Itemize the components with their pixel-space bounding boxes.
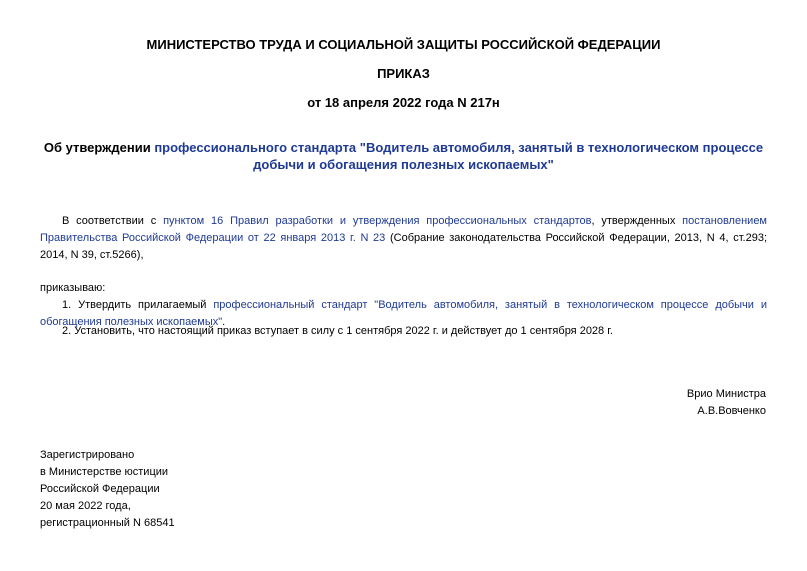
ministry-heading: МИНИСТЕРСТВО ТРУДА И СОЦИАЛЬНОЙ ЗАЩИТЫ РОССИЙСКОЙ ФЕДЕРАЦИИ <box>146 37 661 52</box>
item-2-paragraph: 2. Установить, что настоящий приказ вступает в силу с 1 сентября 2022 г. и действует до 1 сентября 2028 г. <box>62 325 613 337</box>
order-subject <box>40 139 767 173</box>
order-type-heading: ПРИКАЗ <box>377 66 430 81</box>
registration-line: в Министерстве юстиции <box>40 466 169 478</box>
subject-prefix: Об утверждении <box>43 140 155 155</box>
registration-line: Российской Федерации <box>40 483 160 495</box>
p1-text-2: , утвержденных <box>591 215 683 227</box>
order-word: приказываю: <box>40 282 106 294</box>
signatory-title: Врио Министра <box>686 388 766 400</box>
registration-line: Зарегистрировано <box>40 449 135 461</box>
signature-block <box>687 386 766 420</box>
rules-paragraph-16-link[interactable]: пунктом 16 Правил разработки и утверждения профессиональных стандартов <box>163 215 592 227</box>
professional-standard-link[interactable]: профессионального стандарта "Водитель автомобиля, занятый в технологическом процессе добычи и обогащения полезных ископаемых" <box>154 140 764 172</box>
registration-line: 20 мая 2022 года, <box>40 500 131 512</box>
standard-approval-link[interactable]: профессиональный стандарт "Водитель автомобиля, занятый в технологическом процессе добычи и обогащения полезных ископаемых" <box>40 299 767 328</box>
basis-paragraph <box>40 213 767 264</box>
signatory-name: А.В.Вовченко <box>697 405 766 417</box>
p1-text-1: В соответствии с <box>62 215 164 227</box>
p1-text-3: (Собрание законодательства Российской Федерации, 2013, N 4, ст.293; 2014, N 39, ст.5266), <box>40 232 768 261</box>
order-date-heading: от 18 апреля 2022 года N 217н <box>307 95 500 110</box>
p3-text-2: . <box>222 316 226 328</box>
government-decree-link[interactable]: постановлением Правительства Российской Федерации от 22 января 2013 г. N 23 <box>40 215 767 244</box>
registration-block <box>40 447 175 532</box>
p3-text-1: 1. Утвердить прилагаемый <box>62 299 214 311</box>
registration-line: регистрационный N 68541 <box>40 517 175 529</box>
